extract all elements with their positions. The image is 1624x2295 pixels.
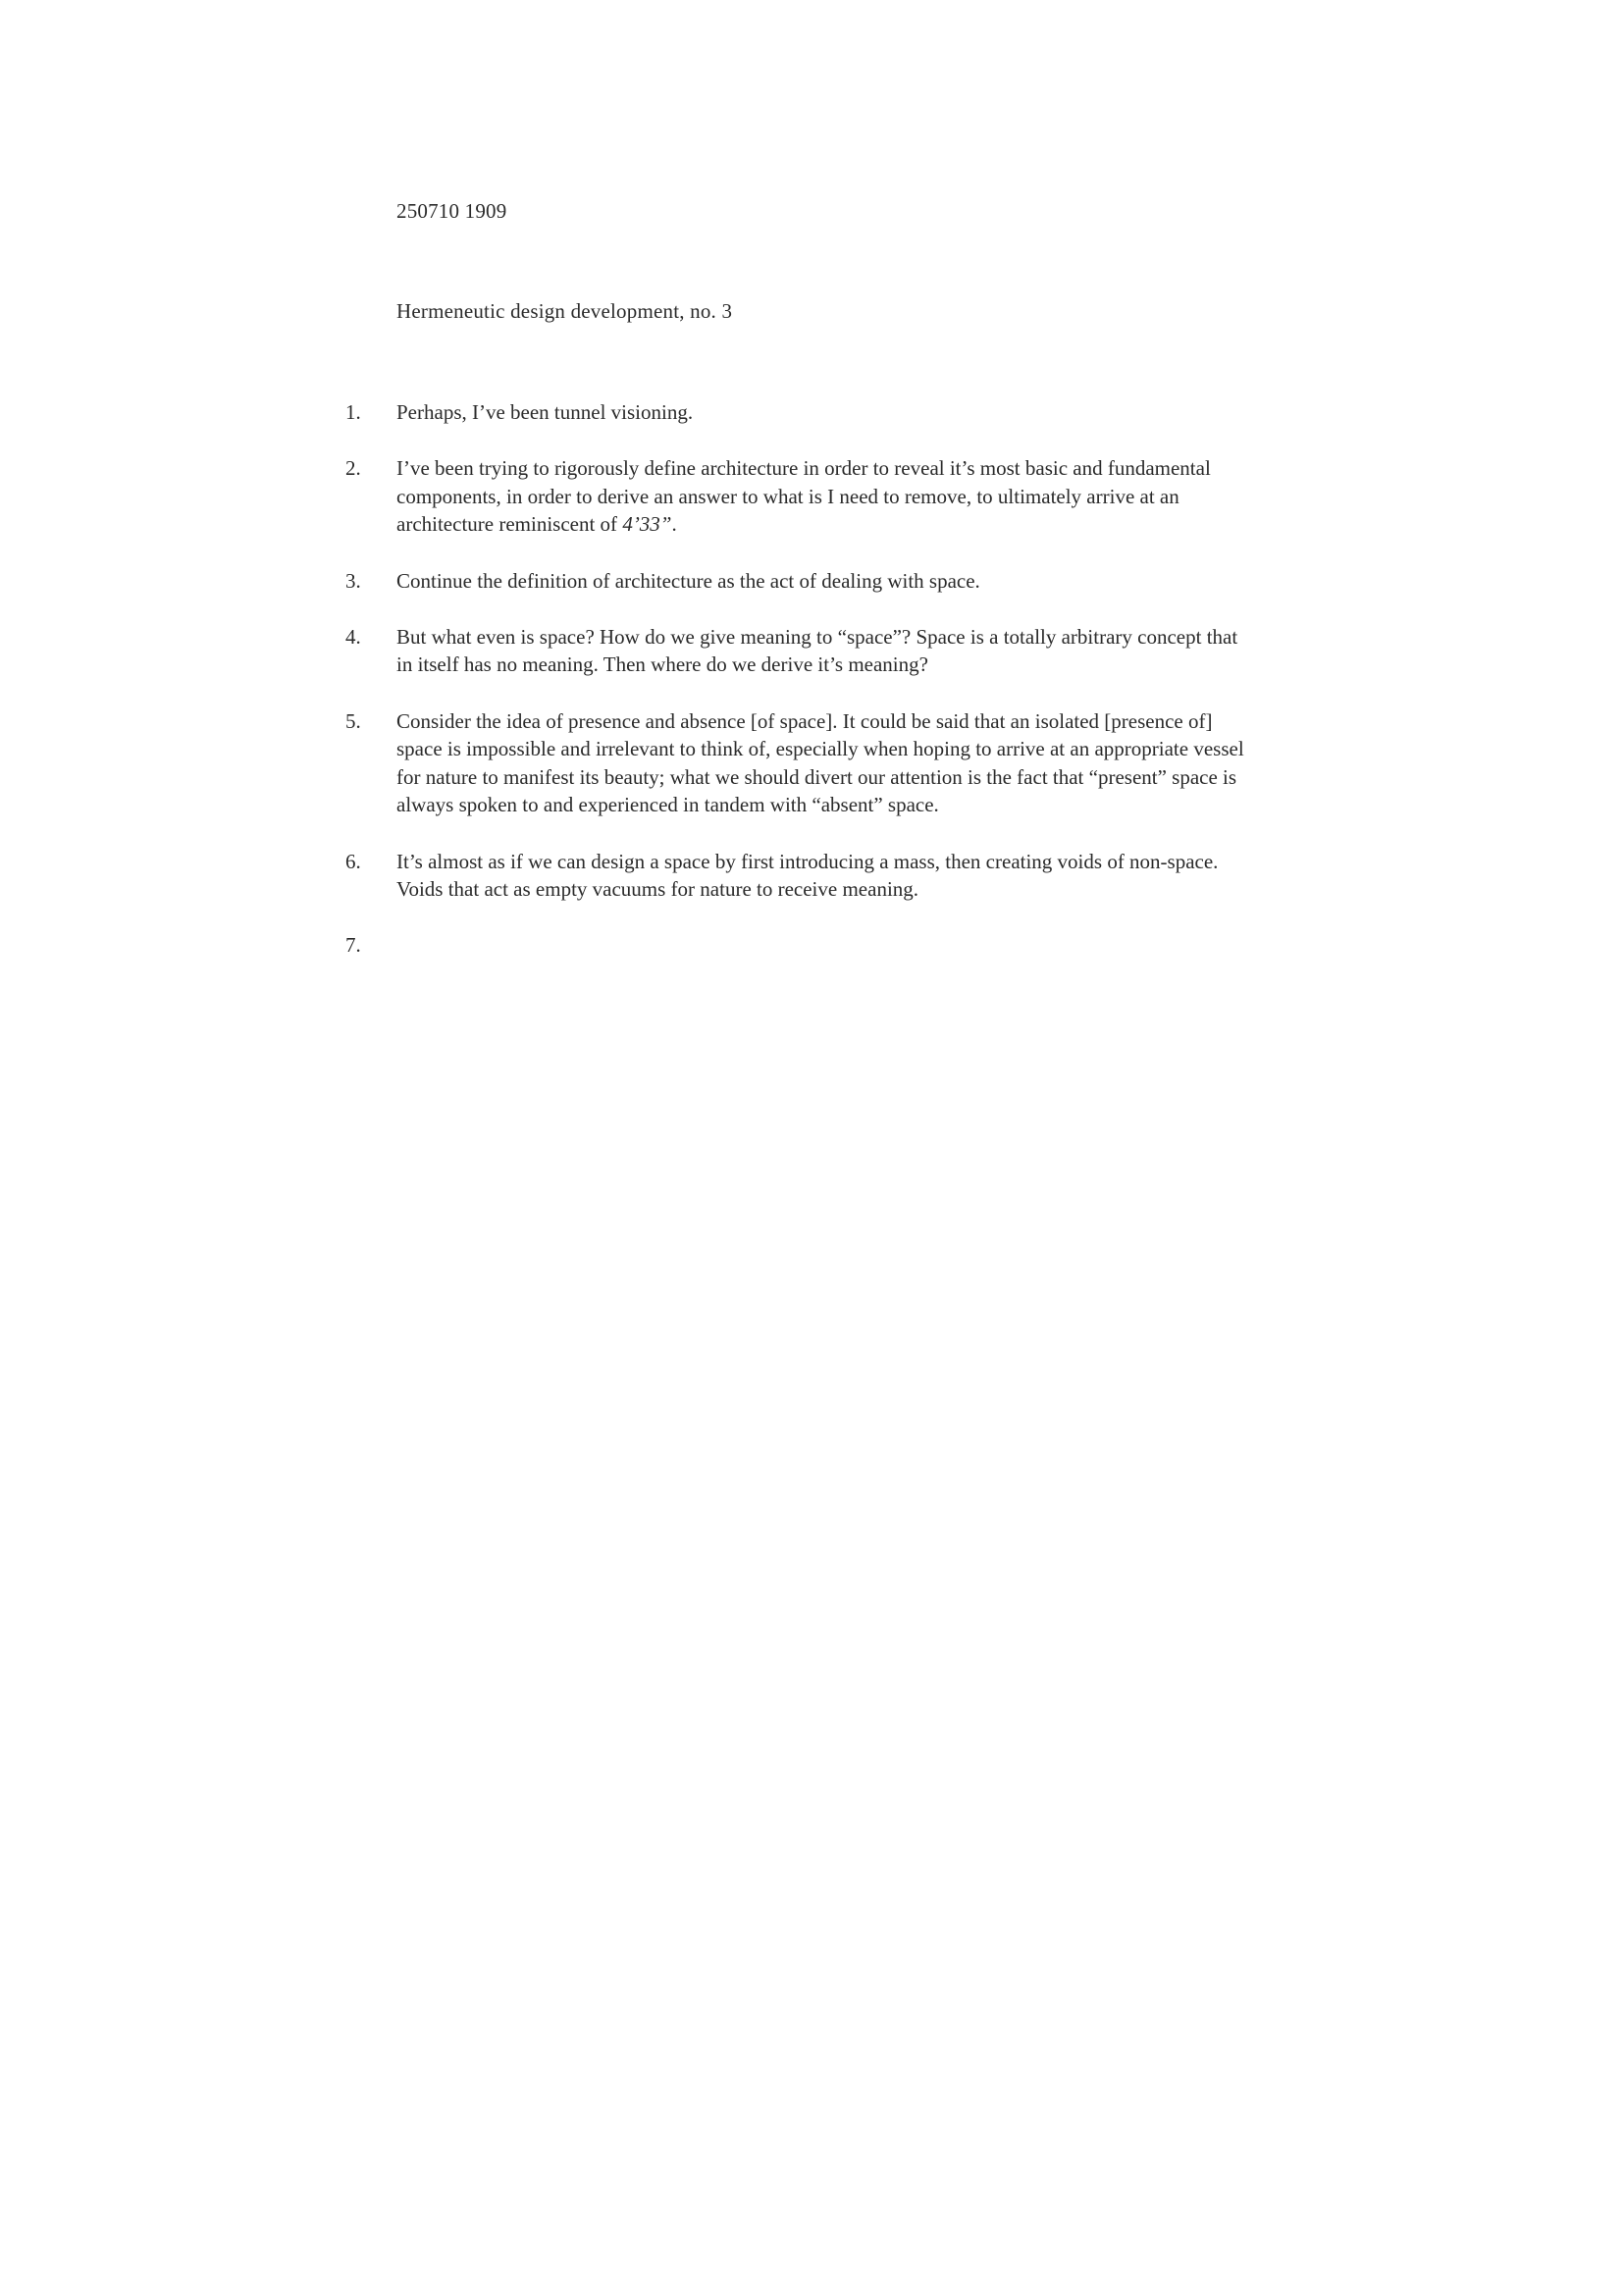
note-item [345,567,1248,596]
note-number: 5. [345,708,361,733]
note-text: Consider the idea of presence and absence [of space]. It could be said that an isolated [presence of] space is impossible and irrelevant to think of, especially when hoping to arrive at an appropriate vessel for nature to manifest its beauty; what we should divert our attention is the fact that “present” space is always spoken to and experienced in tandem with “absent” space. [396,708,1244,817]
note-text-part: I’ve been trying to rigorously define architecture in order to reveal it’s most basic and fundamental components, in order to derive an answer to what is I need to remove, to ultimately arrive at an architecture reminiscent of [396,456,1211,537]
note-text [396,931,1248,960]
note-number: 6. [345,849,361,873]
note-item [345,707,1248,819]
composition-title: 4’33” [622,512,672,537]
note-item [345,848,1248,904]
note-text-part: . [671,512,677,537]
note-text: Perhaps, I’ve been tunnel visioning. [396,400,694,424]
note-item [345,454,1248,539]
note-number: 4. [345,624,361,649]
note-text: But what even is space? How do we give meaning to “space”? Space is a totally arbitrary concept that in itself has no meaning. Then where do we derive it’s meaning? [396,624,1238,677]
note-number: 2. [345,456,361,481]
document-title: Hermeneutic design development, no. 3 [396,299,733,323]
date-stamp: 250710 1909 [396,199,507,223]
note-text: It’s almost as if we can design a space by first introducing a mass, then creating voids of non-space. Voids that act as empty vacuums for nature to receive meaning. [396,849,1219,902]
numbered-notes-list [345,398,1248,987]
note-item [345,931,1248,960]
note-number: 7. [345,933,361,958]
note-number: 3. [345,568,361,593]
note-text [396,454,1248,539]
note-number: 1. [345,400,361,424]
note-item [345,623,1248,679]
note-item [345,398,1248,427]
note-text: Continue the definition of architecture as the act of dealing with space. [396,568,980,593]
